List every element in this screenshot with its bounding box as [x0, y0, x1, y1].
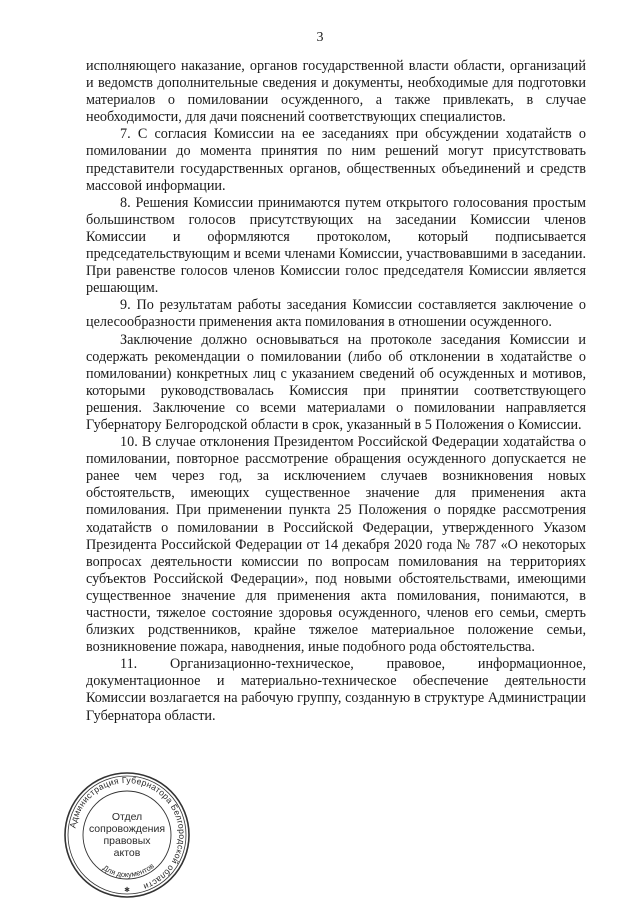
paragraph-continuation: исполняющего наказание, органов государственной власти области, организаций и ведомств дополнительные сведения и документы, необходимые для подготовки материалов о помиловании осужденного, а также привлекать, в случае необходимости, для дачи пояснений соответствующих специалистов. [86, 58, 586, 126]
paragraph-7: 7. С согласия Комиссии на ее заседаниях при обсуждении ходатайств о помиловании до момента принятия по ним решений могут присутствовать представители государственных органов, общественных объединений и средств массовой информации. [86, 126, 586, 194]
paragraph-10: 10. В случае отклонения Президентом Российской Федерации ходатайства о помиловании, повторное рассмотрение обращения осужденного допускается не ранее чем через год, за исключением случаев возникновения новых обстоятельств, имеющих существенное значение для применения акта помилования. При применении пункта 25 Положения о порядке рассмотрения ходатайств о помиловании в Российской Федерации, утвержденного Указом Президента Российской Федерации от 14 декабря 2020 года № 787 «О некоторых вопросах деятельности комиссии по вопросам помилования на территориях субъектов Российской Федерации», под новыми обстоятельствами, имеющими существенное значение для применения акта помилования, понимаются, в частности, тяжелое состояние здоровья осужденного, членов его семьи, смерть близких родственников, крайне тяжелое материальное положение семьи, возникновение пожара, наводнения, иные подобного рода обстоятельства. [86, 434, 586, 656]
star-mark: ✱ [124, 886, 130, 894]
stamp-inner-text: Для документов [101, 861, 156, 880]
department-stamp [62, 770, 192, 900]
stamp-line: правовых [103, 835, 151, 847]
page-number: 3 [316, 30, 324, 45]
stamp-center-text [62, 770, 192, 900]
stamp-line: Отдел [111, 811, 143, 823]
stamp-line: сопровождения [88, 823, 166, 835]
document-body [86, 58, 586, 725]
paragraph-11: 11. Организационно-техническое, правовое, информационное, документационное и материально-техническое обеспечение деятельности Комиссии возлагается на рабочую группу, созданную в структуре Администрации Губернатора области. [86, 656, 586, 724]
paragraph-8: 8. Решения Комиссии принимаются путем открытого голосования простым большинством голосов присутствующих на заседании Комиссии членов Комиссии и оформляются протоколом, который подписывается председательствующим и всеми членами Комиссии, участвовавшими в заседании. При равенстве голосов членов Комиссии голос председателя Комиссии является решающим. [86, 194, 586, 297]
paragraph-conclusion: Заключение должно основываться на протоколе заседания Комиссии и содержать рекомендации о помиловании (либо об отклонении в ходатайстве о помиловании) конкретных лиц с указанием сведений об осужденных и мотивов, которыми руководствовалась Комиссия при принятии соответствующего решения. Заключение со всеми материалами о помиловании направляется Губернатору Белгородской области в срок, указанный в 5 Положения о Комиссии. [86, 331, 586, 433]
paragraph-9: 9. По результатам работы заседания Комиссии составляется заключение о целесообразности применения акта помилования в отношении осужденного. [86, 297, 586, 331]
stamp-line: актов [113, 847, 141, 859]
stamp-outer-text: Администрация Губернатора Белгородской области [67, 774, 188, 893]
